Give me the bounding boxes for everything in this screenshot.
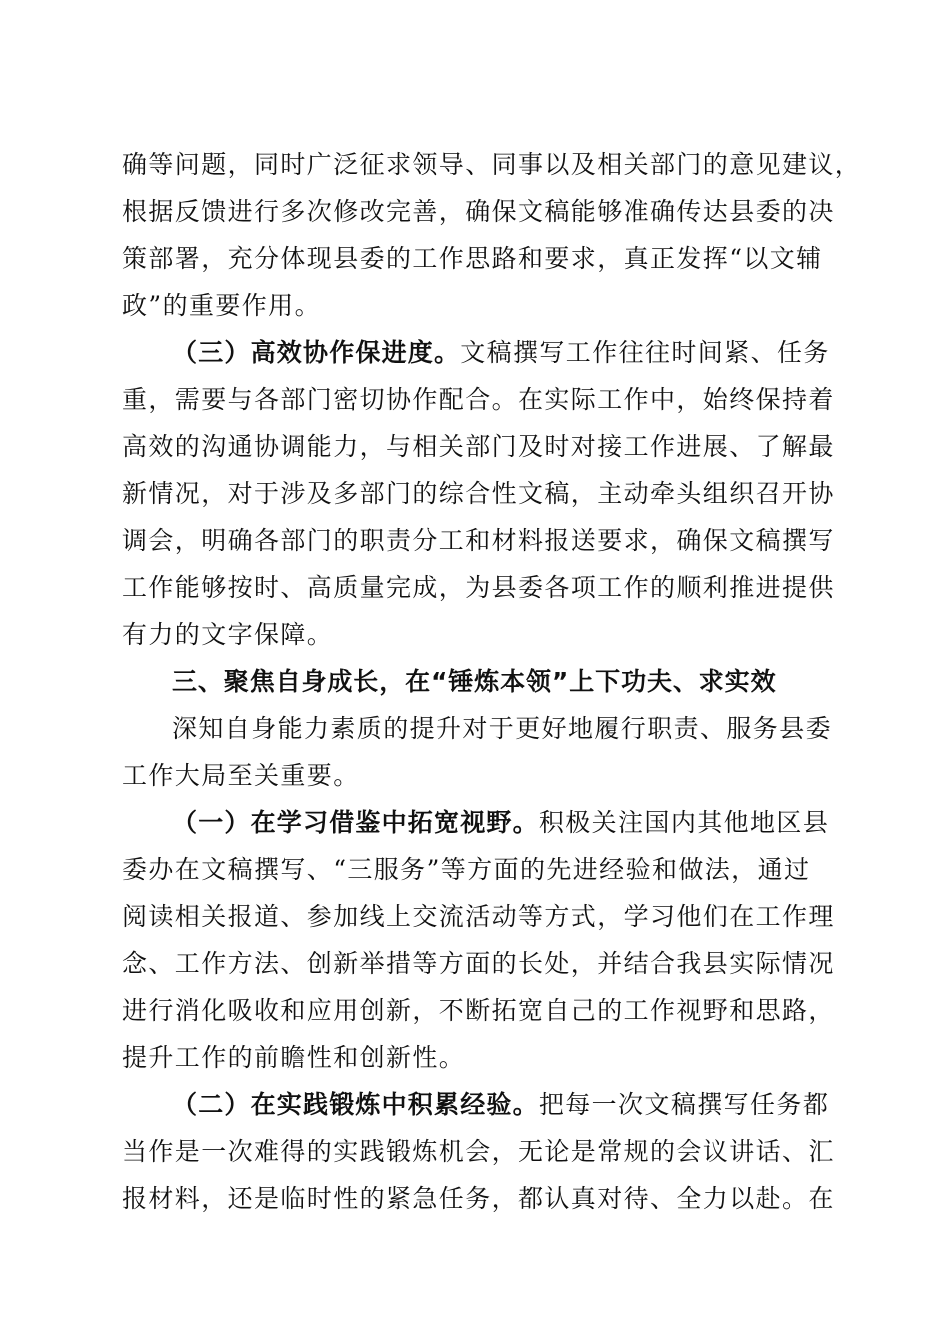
paragraph-three-title: （三）高效协作保进度。 xyxy=(172,338,461,367)
body-line: 重，需要与各部门密切协作配合。在实际工作中，始终保持着 xyxy=(122,385,835,414)
subsection-two-title: （二）在实践锻炼中积累经验。 xyxy=(172,1090,539,1119)
body-line: 提升工作的前瞻性和创新性。 xyxy=(122,1043,466,1072)
body-line: 根据反馈进行多次修改完善，确保文稿能够准确传达县委的决 xyxy=(122,197,835,226)
body-line: 政”的重要作用。 xyxy=(122,291,321,320)
paragraph-three-first-text: 文稿撰写工作往往时间紧、任务 xyxy=(460,338,830,367)
body-line: 念、工作方法、创新举措等方面的长处，并结合我县实际情况 xyxy=(122,949,835,978)
subsection-one-first-line xyxy=(122,799,832,846)
body-line: 有力的文字保障。 xyxy=(122,620,334,649)
body-line: 调会，明确各部门的职责分工和材料报送要求，确保文稿撰写 xyxy=(122,526,835,555)
document-body xyxy=(122,141,862,1222)
intro-second-line: 工作大局至关重要。 xyxy=(122,761,360,790)
body-line: 进行消化吸收和应用创新，不断拓宽自己的工作视野和思路， xyxy=(122,996,835,1025)
section-three-heading: 三、聚焦自身成长，在“锤炼本领”上下功夫、求实效 xyxy=(172,667,777,696)
subsection-two-first-text: 把每一次文稿撰写任务都 xyxy=(538,1090,830,1119)
body-line: 工作能够按时、高质量完成，为县委各项工作的顺利推进提供 xyxy=(122,573,835,602)
intro-first-line: 深知自身能力素质的提升对于更好地履行职责、服务县委 xyxy=(172,714,833,743)
subsection-one-title: （一）在学习借鉴中拓宽视野。 xyxy=(172,808,539,837)
body-line: 阅读相关报道、参加线上交流活动等方式，学习他们在工作理 xyxy=(122,902,835,931)
body-line: 报材料，还是临时性的紧急任务，都认真对待、全力以赴。在 xyxy=(122,1184,835,1213)
body-line: 策部署，充分体现县委的工作思路和要求，真正发挥“以文辅 xyxy=(122,244,823,273)
body-line: 新情况，对于涉及多部门的综合性文稿，主动牵头组织召开协 xyxy=(122,479,835,508)
body-line: 确等问题，同时广泛征求领导、同事以及相关部门的意见建议， xyxy=(122,150,862,179)
paragraph-three-first-line xyxy=(122,329,832,376)
subsection-one-first-text: 积极关注国内其他地区县 xyxy=(538,808,830,837)
subsection-two-first-line xyxy=(122,1081,832,1128)
body-line: 高效的沟通协调能力，与相关部门及时对接工作进展、了解最 xyxy=(122,432,835,461)
body-line: 委办在文稿撰写、“三服务”等方面的先进经验和做法，通过 xyxy=(122,855,811,884)
body-line: 当作是一次难得的实践锻炼机会，无论是常规的会议讲话、汇 xyxy=(122,1137,835,1166)
